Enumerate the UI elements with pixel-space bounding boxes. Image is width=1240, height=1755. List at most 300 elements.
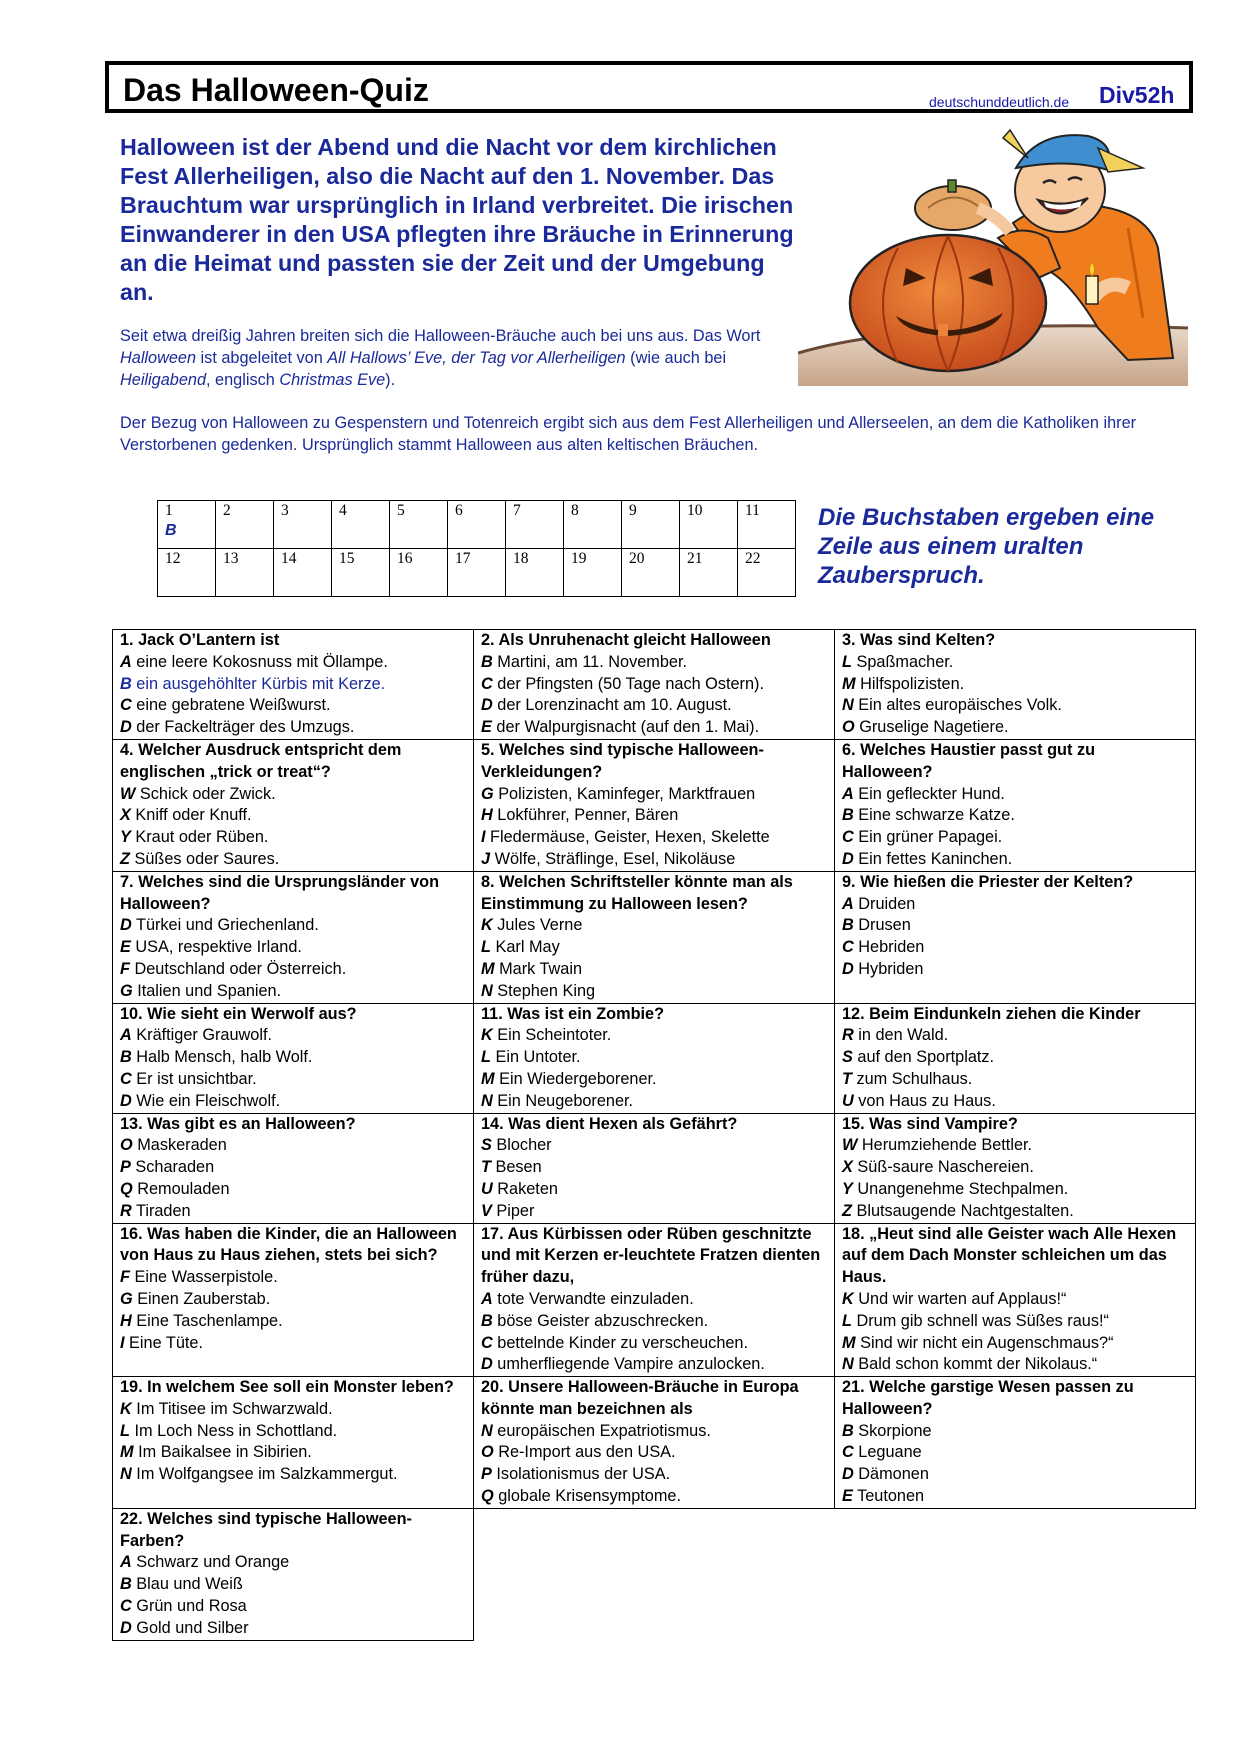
answer-option[interactable] bbox=[481, 717, 828, 739]
answer-option[interactable] bbox=[120, 805, 467, 827]
answer-option[interactable] bbox=[842, 1421, 1189, 1443]
answer-text: Ein Wiedergeborener. bbox=[494, 1069, 657, 1088]
question-cell bbox=[113, 630, 474, 740]
question-text: 14. Was dient Hexen als Gefährt? bbox=[481, 1114, 738, 1133]
answer-option[interactable] bbox=[120, 981, 467, 1003]
answer-letter: N bbox=[481, 1091, 493, 1110]
answer-letter: M bbox=[481, 959, 495, 978]
answer-text: Gold und Silber bbox=[131, 1618, 249, 1637]
answer-letter: C bbox=[842, 1443, 854, 1462]
answer-option[interactable] bbox=[842, 695, 1189, 717]
answer-text: Isolationismus der USA. bbox=[491, 1465, 671, 1484]
question-text: 20. Unsere Halloween-Bräuche in Europa könnte man bezeichnen als bbox=[481, 1378, 799, 1418]
grid-cell-number: 13 bbox=[223, 550, 239, 567]
question-text: 10. Wie sieht ein Werwolf aus? bbox=[120, 1004, 357, 1023]
grid-cell[interactable] bbox=[448, 549, 506, 597]
answer-text: Wölfe, Sträflinge, Esel, Nikoläuse bbox=[490, 849, 736, 868]
question-cell bbox=[835, 739, 1196, 871]
question-text: 9. Wie hießen die Priester der Kelten? bbox=[842, 872, 1134, 891]
grid-cell[interactable] bbox=[506, 549, 564, 597]
question-cell bbox=[113, 739, 474, 871]
answer-letter: E bbox=[842, 1487, 853, 1506]
answer-option[interactable] bbox=[842, 1289, 1189, 1311]
question-cell bbox=[474, 1223, 835, 1377]
question-cell bbox=[474, 630, 835, 740]
grid-cell[interactable] bbox=[738, 501, 796, 549]
answer-text: umherfliegende Vampire anzulocken. bbox=[492, 1355, 765, 1374]
answer-option[interactable] bbox=[120, 1157, 467, 1179]
answer-text: zum Schulhaus. bbox=[851, 1069, 973, 1088]
answer-text: Polizisten, Kaminfeger, Marktfrauen bbox=[493, 784, 756, 803]
answer-text: globale Krisensymptome. bbox=[493, 1487, 681, 1506]
question-cell bbox=[474, 1377, 835, 1509]
answer-text: Im Wolfgangsee im Salzkammergut. bbox=[131, 1465, 398, 1484]
page-title: Das Halloween-Quiz bbox=[123, 72, 429, 108]
answer-option[interactable] bbox=[120, 959, 467, 981]
answer-letter: K bbox=[481, 916, 493, 935]
answer-text: Raketen bbox=[492, 1179, 558, 1198]
answer-option[interactable] bbox=[481, 1135, 828, 1157]
answer-letter: M bbox=[842, 1333, 856, 1352]
answer-option[interactable] bbox=[120, 1552, 467, 1574]
answer-text: Herumziehende Bettler. bbox=[857, 1136, 1033, 1155]
answer-letter: B bbox=[481, 652, 493, 671]
answer-text: europäischen Expatriotismus. bbox=[492, 1421, 711, 1440]
answer-text: Halb Mensch, halb Wolf. bbox=[131, 1048, 313, 1067]
header-box bbox=[105, 61, 1193, 113]
answer-option[interactable] bbox=[481, 805, 828, 827]
answer-letter: D bbox=[842, 849, 854, 868]
question-cell bbox=[474, 871, 835, 1003]
answer-letter: F bbox=[120, 1268, 130, 1287]
answer-option[interactable] bbox=[120, 1091, 467, 1113]
grid-cell-number: 19 bbox=[571, 550, 587, 567]
answer-option[interactable] bbox=[120, 1464, 467, 1486]
answer-option[interactable] bbox=[481, 915, 828, 937]
grid-cell-number: 12 bbox=[165, 550, 181, 567]
answer-letter: W bbox=[842, 1136, 858, 1155]
question-cell bbox=[835, 871, 1196, 1003]
answer-letter: D bbox=[842, 959, 854, 978]
answer-letter: C bbox=[842, 828, 854, 847]
answer-letter: C bbox=[481, 674, 493, 693]
answer-letter: E bbox=[481, 718, 492, 737]
answer-text: Ein gefleckter Hund. bbox=[853, 784, 1005, 803]
answer-letter: C bbox=[481, 1333, 493, 1352]
answer-text: Jules Verne bbox=[492, 916, 583, 935]
grid-cell-number: 14 bbox=[281, 550, 297, 567]
answer-option[interactable] bbox=[481, 1311, 828, 1333]
answer-option[interactable] bbox=[120, 1025, 467, 1047]
grid-cell-number: 3 bbox=[281, 502, 289, 519]
answer-text: der Pfingsten (50 Tage nach Ostern). bbox=[492, 674, 764, 693]
answer-option[interactable] bbox=[481, 1179, 828, 1201]
answer-letter: H bbox=[120, 1311, 132, 1330]
answer-option[interactable] bbox=[120, 1399, 467, 1421]
answer-letter: O bbox=[842, 718, 855, 737]
answer-text: Ein Scheintoter. bbox=[492, 1026, 612, 1045]
grid-cell[interactable] bbox=[448, 501, 506, 549]
grid-cell[interactable] bbox=[274, 549, 332, 597]
answer-text: Kraut oder Rüben. bbox=[130, 828, 269, 847]
answer-letter: B bbox=[842, 1421, 854, 1440]
answer-letter: L bbox=[842, 1311, 852, 1330]
answer-text: Karl May bbox=[490, 938, 560, 957]
answer-letter: Y bbox=[120, 828, 131, 847]
answer-text: Blau und Weiß bbox=[131, 1575, 243, 1594]
answer-letter: L bbox=[842, 652, 852, 671]
answer-option[interactable] bbox=[481, 674, 828, 696]
answer-option[interactable] bbox=[120, 1333, 467, 1355]
question-cell bbox=[474, 1113, 835, 1223]
answer-letter: D bbox=[120, 916, 132, 935]
empty-cell bbox=[474, 1508, 835, 1640]
answer-text: Scharaden bbox=[130, 1158, 215, 1177]
grid-cell[interactable] bbox=[158, 549, 216, 597]
answer-letter: B bbox=[842, 806, 854, 825]
answer-text: Kniff oder Knuff. bbox=[130, 806, 252, 825]
answer-text: Blocher bbox=[491, 1136, 552, 1155]
answer-letter: W bbox=[120, 784, 136, 803]
worksheet-code: Div52h bbox=[1099, 82, 1175, 108]
site-url: deutschunddeutlich.de bbox=[929, 94, 1070, 110]
answer-option[interactable] bbox=[120, 1135, 467, 1157]
answer-option[interactable] bbox=[481, 1421, 828, 1443]
question-text: 12. Beim Eindunkeln ziehen die Kinder bbox=[842, 1004, 1141, 1023]
grid-cell[interactable] bbox=[332, 501, 390, 549]
answer-text: Leguane bbox=[853, 1443, 922, 1462]
answer-text: Er ist unsichtbar. bbox=[131, 1069, 257, 1088]
answer-letter: B bbox=[842, 916, 854, 935]
grid-cell[interactable] bbox=[390, 549, 448, 597]
answer-option[interactable] bbox=[481, 784, 828, 806]
answer-option[interactable] bbox=[120, 1289, 467, 1311]
question-text: 16. Was haben die Kinder, die an Halloween von Haus zu Haus ziehen, stets bei sich? bbox=[120, 1224, 457, 1265]
answer-option[interactable] bbox=[120, 915, 467, 937]
answer-option[interactable] bbox=[481, 981, 828, 1003]
answer-option[interactable] bbox=[842, 1091, 1189, 1113]
answer-letter: N bbox=[842, 1355, 854, 1374]
question-cell bbox=[113, 1508, 474, 1640]
answer-option[interactable] bbox=[842, 1486, 1189, 1508]
answer-letter: B bbox=[120, 1575, 132, 1594]
grid-instruction: Die Buchstaben ergeben eine Zeile aus einem uralten Zauberspruch. bbox=[818, 504, 1155, 589]
answer-text: Schwarz und Orange bbox=[131, 1553, 290, 1572]
question-text: 15. Was sind Vampire? bbox=[842, 1114, 1018, 1133]
answer-text: Skorpione bbox=[853, 1421, 932, 1440]
answer-option[interactable] bbox=[842, 717, 1189, 739]
answer-option[interactable] bbox=[120, 1618, 467, 1640]
answer-letter: Y bbox=[842, 1179, 853, 1198]
answer-text: Teutonen bbox=[852, 1487, 925, 1506]
answer-option[interactable] bbox=[842, 1069, 1189, 1091]
grid-cell-number: 5 bbox=[397, 502, 405, 519]
answer-option[interactable] bbox=[120, 652, 467, 674]
answer-letter: M bbox=[120, 1443, 134, 1462]
answer-text: Eine Taschenlampe. bbox=[131, 1311, 283, 1330]
answer-option[interactable] bbox=[120, 1421, 467, 1443]
answer-letter: N bbox=[481, 1421, 493, 1440]
question-cell bbox=[113, 1377, 474, 1509]
answer-letter: C bbox=[842, 938, 854, 957]
question-text: 7. Welches sind die Ursprungsländer von Halloween? bbox=[120, 872, 440, 913]
answer-option[interactable] bbox=[481, 1289, 828, 1311]
answer-letter: L bbox=[481, 938, 491, 957]
answer-letter: B bbox=[120, 1048, 132, 1067]
grid-cell-number: 6 bbox=[455, 502, 463, 519]
answer-letter: C bbox=[120, 1069, 132, 1088]
answer-option[interactable] bbox=[842, 849, 1189, 871]
question-text: 13. Was gibt es an Halloween? bbox=[120, 1114, 356, 1133]
answer-text: Blutsaugende Nachtgestalten. bbox=[851, 1201, 1074, 1220]
question-cell bbox=[835, 630, 1196, 740]
grid-cell[interactable] bbox=[738, 549, 796, 597]
answer-text: Gruselige Nagetiere. bbox=[854, 718, 1009, 737]
answer-option[interactable] bbox=[481, 1333, 828, 1355]
grid-cell[interactable] bbox=[216, 501, 274, 549]
question-text: 5. Welches sind typische Halloween-Verkleidungen? bbox=[481, 740, 764, 781]
answer-text: Im Baikalsee in Sibirien. bbox=[133, 1443, 312, 1462]
question-text: 21. Welche garstige Wesen passen zu Halloween? bbox=[842, 1378, 1134, 1418]
question-text: 18. „Heut sind alle Geister wach Alle Hexen auf dem Dach Monster schleichen um das Haus. bbox=[842, 1224, 1177, 1287]
answer-letter: L bbox=[481, 1048, 491, 1067]
answer-option[interactable] bbox=[842, 805, 1189, 827]
grid-cell[interactable] bbox=[506, 501, 564, 549]
question-cell bbox=[113, 1223, 474, 1377]
answer-option[interactable] bbox=[842, 1157, 1189, 1179]
answer-option[interactable] bbox=[120, 717, 467, 739]
answer-option[interactable] bbox=[842, 1025, 1189, 1047]
answer-letter: O bbox=[120, 1136, 133, 1155]
answer-option[interactable] bbox=[120, 695, 467, 717]
answer-letter: R bbox=[120, 1201, 132, 1220]
grid-cell-number: 20 bbox=[629, 550, 645, 567]
answer-letter: D bbox=[120, 1091, 132, 1110]
question-text: 2. Als Unruhenacht gleicht Halloween bbox=[481, 631, 771, 649]
answer-option[interactable] bbox=[481, 1464, 828, 1486]
answer-option[interactable] bbox=[842, 1201, 1189, 1223]
answer-letter: G bbox=[481, 784, 494, 803]
answer-option[interactable] bbox=[481, 1157, 828, 1179]
answer-letter: B bbox=[120, 674, 132, 693]
answer-letter: T bbox=[842, 1069, 852, 1088]
grid-cell-number: 11 bbox=[745, 502, 760, 519]
answer-text: Im Loch Ness in Schottland. bbox=[129, 1421, 338, 1440]
answer-text: Bald schon kommt der Nikolaus.“ bbox=[853, 1355, 1098, 1374]
answer-letter: G bbox=[120, 981, 133, 1000]
answer-option[interactable] bbox=[120, 1311, 467, 1333]
answer-text: Schick oder Zwick. bbox=[135, 784, 276, 803]
grid-cell[interactable] bbox=[680, 501, 738, 549]
answer-option[interactable] bbox=[842, 1333, 1189, 1355]
answer-option[interactable] bbox=[120, 1179, 467, 1201]
answer-letter: A bbox=[120, 1553, 132, 1572]
answer-letter: U bbox=[481, 1179, 493, 1198]
answer-option[interactable] bbox=[842, 1179, 1189, 1201]
answer-option[interactable] bbox=[120, 1069, 467, 1091]
intro-paragraph-2: Der Bezug von Halloween zu Gespenstern und Totenreich ergibt sich aus dem Fest Allerheiligen und Allerseelen, an dem die Katholiken ihrer Verstorbenen gedenken. Ursprünglich stammt Halloween aus alten keltischen Bräuchen. bbox=[120, 414, 1137, 454]
question-text: 11. Was ist ein Zombie? bbox=[481, 1004, 665, 1023]
answer-option[interactable] bbox=[481, 1047, 828, 1069]
answer-option[interactable] bbox=[481, 652, 828, 674]
grid-cell-number: 7 bbox=[513, 502, 521, 519]
question-text: 4. Welcher Ausdruck entspricht dem englischen „trick or treat“? bbox=[120, 740, 402, 781]
answer-letter: P bbox=[120, 1158, 131, 1177]
intro-paragraph-1: Seit etwa dreißig Jahren breiten sich die Halloween-Bräuche auch bei uns aus. Das Wort Halloween ist abgeleitet von All Hallows’ Eve, der Tag vor Allerheiligen (wie auch bei Heiligabend, englisch Christmas Eve). bbox=[120, 327, 761, 389]
answer-text: eine gebratene Weißwurst. bbox=[131, 696, 331, 715]
grid-cell[interactable] bbox=[622, 549, 680, 597]
answer-option[interactable] bbox=[842, 652, 1189, 674]
answer-letter: P bbox=[481, 1465, 492, 1484]
answer-text: eine leere Kokosnuss mit Öllampe. bbox=[131, 652, 388, 671]
answer-letter: X bbox=[120, 806, 131, 825]
answer-option[interactable] bbox=[481, 937, 828, 959]
answer-option[interactable] bbox=[842, 1135, 1189, 1157]
answer-option[interactable] bbox=[481, 849, 828, 871]
answer-letter: A bbox=[120, 652, 132, 671]
answer-letter: X bbox=[842, 1158, 853, 1177]
grid-cell[interactable] bbox=[216, 549, 274, 597]
answer-letter: N bbox=[481, 981, 493, 1000]
answer-text: tote Verwandte einzuladen. bbox=[492, 1289, 694, 1308]
question-cell bbox=[835, 1377, 1196, 1509]
question-cell bbox=[835, 1113, 1196, 1223]
answer-text: Im Titisee im Schwarzwald. bbox=[131, 1399, 333, 1418]
answer-option[interactable] bbox=[842, 674, 1189, 696]
answer-text: Ein Untoter. bbox=[490, 1048, 581, 1067]
answer-letter: E bbox=[120, 938, 131, 957]
grid-cell[interactable] bbox=[332, 549, 390, 597]
answer-text: Süßes oder Saures. bbox=[129, 849, 280, 868]
answer-option[interactable] bbox=[842, 1311, 1189, 1333]
answer-option[interactable] bbox=[481, 1025, 828, 1047]
answer-text: Einen Zauberstab. bbox=[132, 1289, 271, 1308]
answer-text: Maskeraden bbox=[132, 1136, 227, 1155]
answer-option[interactable] bbox=[481, 1442, 828, 1464]
answer-letter: C bbox=[120, 696, 132, 715]
answer-letter: D bbox=[481, 1355, 493, 1374]
answer-text: Ein grüner Papagei. bbox=[853, 828, 1003, 847]
answer-text: Druiden bbox=[853, 894, 916, 913]
answer-option[interactable] bbox=[842, 937, 1189, 959]
grid-cell[interactable] bbox=[564, 501, 622, 549]
answer-letter: T bbox=[481, 1158, 491, 1177]
answer-option[interactable] bbox=[120, 784, 467, 806]
question-cell bbox=[113, 871, 474, 1003]
answer-letter: M bbox=[842, 674, 856, 693]
answer-option[interactable] bbox=[481, 1201, 828, 1223]
answer-option[interactable] bbox=[120, 1267, 467, 1289]
grid-cell-number: 9 bbox=[629, 502, 637, 519]
answer-text: Hilfspolizisten. bbox=[855, 674, 965, 693]
answer-text: Dämonen bbox=[853, 1465, 929, 1484]
question-text: 19. In welchem See soll ein Monster leben? bbox=[120, 1378, 454, 1397]
answer-option[interactable] bbox=[842, 1047, 1189, 1069]
answer-option[interactable] bbox=[481, 959, 828, 981]
grid-cell[interactable] bbox=[158, 501, 216, 549]
answer-option[interactable] bbox=[842, 1442, 1189, 1464]
empty-cell bbox=[835, 1508, 1196, 1640]
answer-option[interactable] bbox=[120, 937, 467, 959]
answer-letter: F bbox=[120, 959, 130, 978]
answer-option[interactable] bbox=[481, 827, 828, 849]
answer-option[interactable] bbox=[120, 674, 467, 696]
boy-carving-pumpkin-illustration bbox=[798, 128, 1188, 386]
answer-letter: G bbox=[120, 1289, 133, 1308]
answer-text: Mark Twain bbox=[494, 959, 583, 978]
answer-option[interactable] bbox=[842, 784, 1189, 806]
answer-option[interactable] bbox=[120, 849, 467, 871]
answer-text: Hebriden bbox=[853, 938, 925, 957]
answer-text: Drum gib schnell was Süßes raus!“ bbox=[851, 1311, 1109, 1330]
answer-text: Unangenehme Stechpalmen. bbox=[852, 1179, 1069, 1198]
answer-text: Lokführer, Penner, Bären bbox=[492, 806, 679, 825]
answer-option[interactable] bbox=[120, 1596, 467, 1618]
answer-letter: V bbox=[481, 1201, 492, 1220]
answer-letter: A bbox=[842, 894, 854, 913]
answer-option[interactable] bbox=[842, 1464, 1189, 1486]
answer-text: böse Geister abzuschrecken. bbox=[492, 1311, 709, 1330]
answer-option[interactable] bbox=[120, 1047, 467, 1069]
answer-letter: M bbox=[481, 1069, 495, 1088]
answer-text: Hybriden bbox=[853, 959, 924, 978]
answer-letter: I bbox=[120, 1333, 125, 1352]
answer-option[interactable] bbox=[120, 827, 467, 849]
grid-cell[interactable] bbox=[564, 549, 622, 597]
grid-cell[interactable] bbox=[274, 501, 332, 549]
grid-cell-number: 15 bbox=[339, 550, 355, 567]
answer-letter: N bbox=[842, 696, 854, 715]
solution-letter-grid bbox=[157, 500, 796, 597]
answer-option[interactable] bbox=[842, 894, 1189, 916]
answer-option[interactable] bbox=[842, 915, 1189, 937]
answer-option[interactable] bbox=[842, 959, 1189, 981]
answer-option[interactable] bbox=[481, 1091, 828, 1113]
answer-text: Grün und Rosa bbox=[131, 1597, 247, 1616]
answer-option[interactable] bbox=[842, 1354, 1189, 1376]
answer-text: Spaßmacher. bbox=[851, 652, 954, 671]
grid-cell-number: 8 bbox=[571, 502, 579, 519]
grid-cell-number: 2 bbox=[223, 502, 231, 519]
answer-text: Martini, am 11. November. bbox=[492, 652, 688, 671]
answer-letter: K bbox=[120, 1399, 132, 1418]
question-text: 17. Aus Kürbissen oder Rüben geschnitzte und mit Kerzen er-leuchtete Fratzen dienten früher dazu, bbox=[481, 1224, 821, 1287]
question-text: 22. Welches sind typische Halloween-Farben? bbox=[120, 1509, 412, 1550]
answer-letter: A bbox=[120, 1026, 132, 1045]
grid-cell-number: 10 bbox=[687, 502, 703, 519]
answer-text: der Lorenzinacht am 10. August. bbox=[492, 696, 732, 715]
answer-option[interactable] bbox=[481, 1069, 828, 1091]
grid-cell[interactable] bbox=[680, 549, 738, 597]
answer-text: ein ausgehöhlter Kürbis mit Kerze. bbox=[131, 674, 386, 693]
grid-cell-number: 22 bbox=[745, 550, 761, 567]
answer-option[interactable] bbox=[481, 1486, 828, 1508]
answer-option[interactable] bbox=[120, 1442, 467, 1464]
grid-cell[interactable] bbox=[622, 501, 680, 549]
answer-letter: H bbox=[481, 806, 493, 825]
answer-option[interactable] bbox=[842, 827, 1189, 849]
answer-option[interactable] bbox=[481, 1354, 828, 1376]
answer-letter: K bbox=[842, 1289, 854, 1308]
question-cell bbox=[474, 1003, 835, 1113]
answer-option[interactable] bbox=[120, 1574, 467, 1596]
grid-cell[interactable] bbox=[390, 501, 448, 549]
answer-option[interactable] bbox=[481, 695, 828, 717]
answer-letter: N bbox=[120, 1465, 132, 1484]
answer-option[interactable] bbox=[120, 1201, 467, 1223]
answer-text: Türkei und Griechenland. bbox=[131, 916, 319, 935]
answer-text: bettelnde Kinder zu verscheuchen. bbox=[492, 1333, 749, 1352]
